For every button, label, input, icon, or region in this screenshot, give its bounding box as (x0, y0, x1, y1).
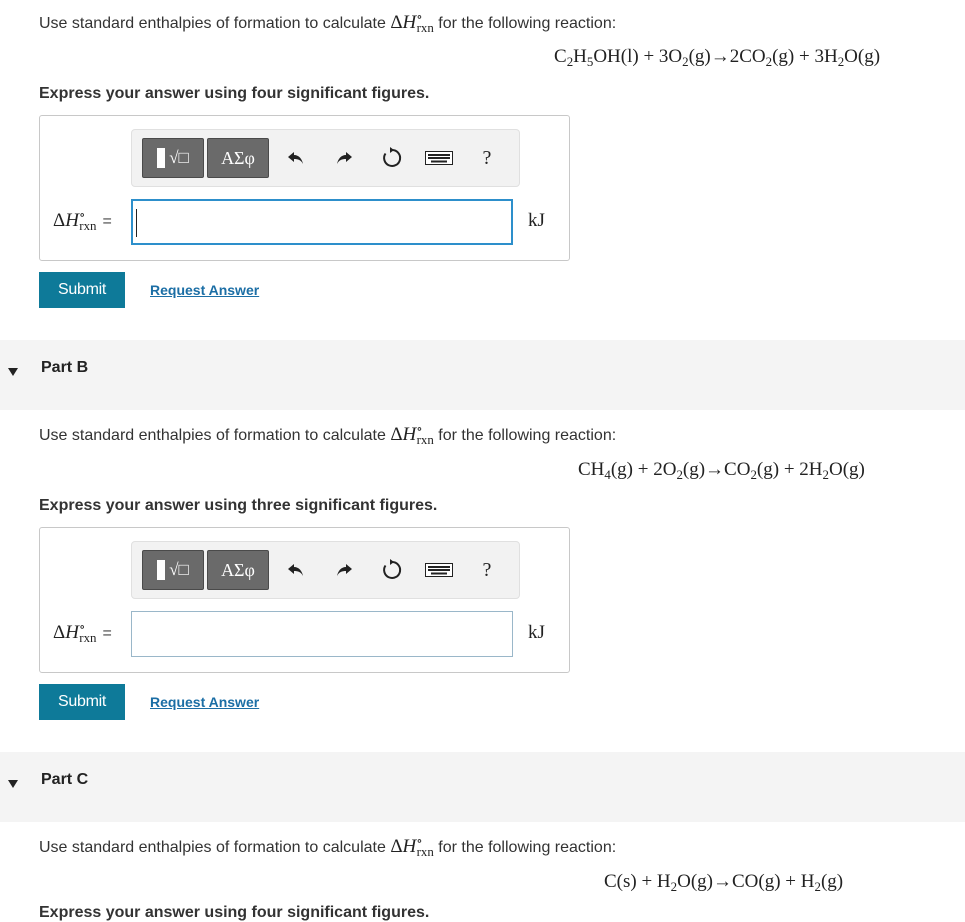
part-b-prompt (39, 420, 617, 447)
templates-icon: √□ (169, 560, 189, 579)
part-a-instruction: Express your answer using four significant figures. (39, 85, 430, 102)
part-c-header[interactable] (0, 752, 965, 822)
templates-icon: √□ (169, 148, 189, 167)
part-b-title: Part B (41, 359, 89, 376)
part-a-reaction: $C_2H_5OH(l) + 3O_2(g)\to 2CO_2(g) + 3H_2O(g)$ (554, 46, 881, 69)
part-b-answer-input[interactable] (131, 611, 513, 657)
help-icon[interactable]: ? (482, 146, 492, 169)
help-icon[interactable]: ? (482, 558, 492, 581)
part-b-unit: kJ (528, 622, 545, 643)
part-b-reaction: $CH_4(g) + 2O_2(g)\to CO_2(g) + 2H_2O(g)$ (578, 459, 865, 482)
prompt-text: Use standard enthalpies of formation to calculate (39, 15, 386, 32)
prompt-text: Use standard enthalpies of formation to calculate (39, 427, 386, 444)
redo-icon[interactable] (330, 144, 358, 172)
greek-symbols-button[interactable]: ΑΣφ (207, 550, 269, 590)
templates-button[interactable] (142, 138, 204, 178)
part-b-header[interactable] (0, 340, 965, 410)
prompt-suffix: for the following reaction: (438, 839, 617, 856)
delta-h-rxn-symbol: $\Delta H^\circ_{rxn}$ (390, 8, 434, 35)
prompt-text: Use standard enthalpies of formation to calculate (39, 839, 386, 856)
part-a-request-answer-link[interactable]: Request Answer (150, 282, 260, 298)
part-b-submit-button[interactable]: Submit (39, 684, 125, 720)
part-c-prompt (39, 832, 617, 859)
keyboard-icon[interactable] (423, 556, 455, 584)
greek-symbols-button[interactable]: ΑΣφ (207, 138, 269, 178)
part-a-math-toolbar (131, 129, 520, 187)
reset-icon[interactable] (378, 556, 406, 584)
collapse-caret-icon (8, 368, 18, 376)
reset-icon[interactable] (378, 144, 406, 172)
delta-h-rxn-symbol: $\Delta H^\circ_{rxn}$ (390, 832, 434, 859)
part-b-field-label: $\Delta H^\circ_{rxn}$ = (53, 618, 112, 645)
part-a-answer-input[interactable] (131, 199, 513, 245)
part-a-field-label: $\Delta H^\circ_{rxn}$ = (53, 206, 112, 233)
part-c-title: Part C (41, 771, 89, 788)
prompt-suffix: for the following reaction: (438, 427, 617, 444)
part-c-instruction: Express your answer using four significant figures. (39, 904, 430, 921)
part-a-submit-button[interactable]: Submit (39, 272, 125, 308)
keyboard-icon[interactable] (423, 144, 455, 172)
redo-icon[interactable] (330, 556, 358, 584)
undo-icon[interactable] (282, 556, 310, 584)
part-b-math-toolbar (131, 541, 520, 599)
part-b-instruction: Express your answer using three significant figures. (39, 497, 438, 514)
undo-icon[interactable] (282, 144, 310, 172)
part-a-prompt (39, 8, 617, 35)
part-b-request-answer-link[interactable]: Request Answer (150, 694, 260, 710)
delta-h-rxn-symbol: $\Delta H^\circ_{rxn}$ (390, 420, 434, 447)
text-caret (136, 209, 137, 237)
part-c-reaction: $C(s) + H_2O(g)\to CO(g) + H_2(g)$ (604, 871, 844, 894)
part-a-unit: kJ (528, 210, 545, 231)
collapse-caret-icon (8, 780, 18, 788)
prompt-suffix: for the following reaction: (438, 15, 617, 32)
templates-button[interactable] (142, 550, 204, 590)
